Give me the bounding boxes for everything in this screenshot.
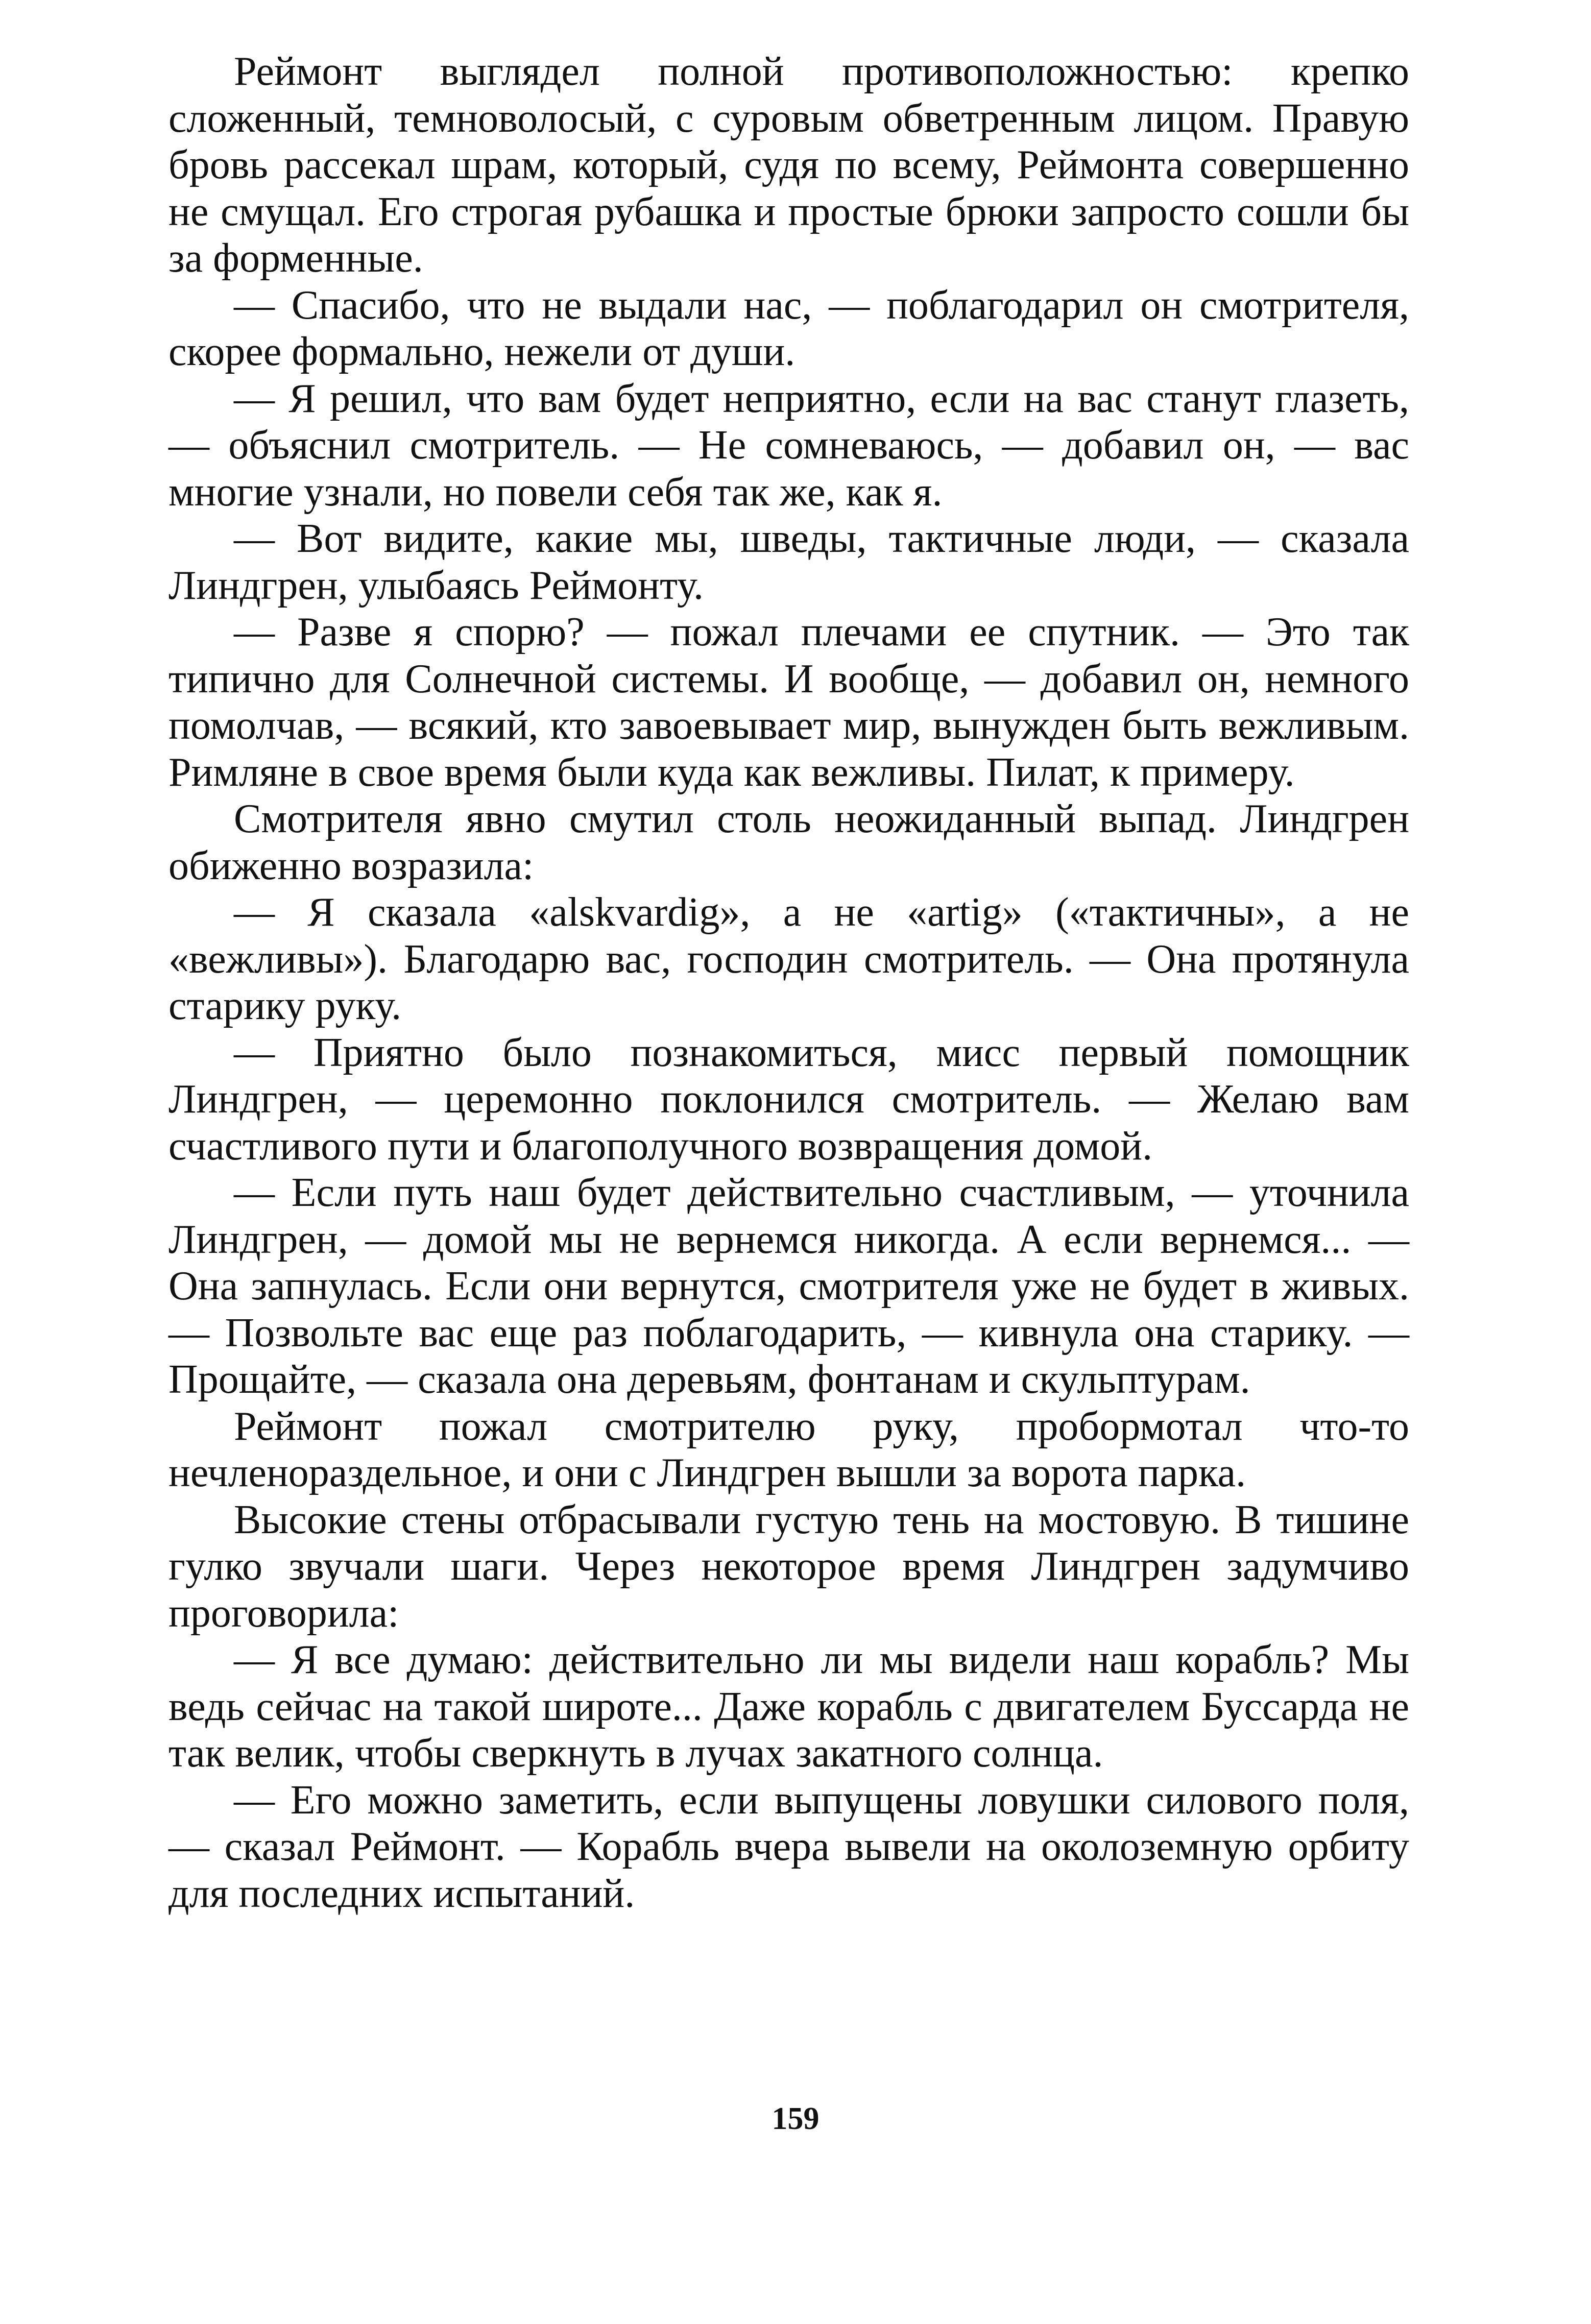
paragraph-2: — Спасибо, что не выдали нас, — поблагодарил он смотрителя, скорее формально, нежели от души. bbox=[168, 282, 1409, 374]
paragraph-9: — Если путь наш будет действительно счастливым, — уточнила Линдгрен, — домой мы не вернемся никогда. А если вернемся... — Она запнулась. Если они вернутся, смотрителя уже не будет в живых. — Позвольте вас еще раз поблагодарить, — кивнула она старику. — Прощайте, — сказала она деревьям, фонтанам и скульптурам. bbox=[168, 1170, 1409, 1402]
body-text bbox=[168, 49, 1409, 1917]
paragraph-1: Реймонт выглядел полной противоположностью: крепко сложенный, темноволосый, с суровым обветренным лицом. Правую бровь рассекал шрам, который, судя по всему, Реймонта совершенно не смущал. Его строгая рубашка и простые брюки запросто сошли бы за форменные. bbox=[168, 49, 1409, 281]
paragraph-6: Смотрителя явно смутил столь неожиданный выпад. Линдгрен обиженно возразила: bbox=[168, 796, 1409, 888]
paragraph-12: — Я все думаю: действительно ли мы видели наш корабль? Мы ведь сейчас на такой широте... Даже корабль с двигателем Буссарда не так велик, чтобы сверкнуть в лучах закатного солнца. bbox=[168, 1637, 1409, 1776]
paragraph-8: — Приятно было познакомиться, мисс первый помощник Линдгрен, — церемонно поклонился смотритель. — Желаю вам счастливого пути и благополучного возвращения домой. bbox=[168, 1030, 1409, 1169]
paragraph-4: — Вот видите, какие мы, шведы, тактичные люди, — сказала Линдгрен, улыбаясь Реймонту. bbox=[168, 516, 1409, 608]
paragraph-13: — Его можно заметить, если выпущены ловушки силового поля, — сказал Реймонт. — Корабль вчера вывели на околоземную орбиту для последних испытаний. bbox=[168, 1777, 1409, 1916]
paragraph-7: — Я сказала «alskvardig», а не «artig» («тактичны», а не «вежливы»). Благодарю вас, господин смотритель. — Она протянула старику руку. bbox=[168, 890, 1409, 1028]
page-number: 159 bbox=[772, 2101, 819, 2136]
paragraph-5: — Разве я спорю? — пожал плечами ее спутник. — Это так типично для Солнечной системы. И вообще, — добавил он, немного помолчав, — всякий, кто завоевывает мир, вынужден быть вежливым. Римляне в свое время были куда как вежливы. Пилат, к примеру. bbox=[168, 610, 1409, 795]
paragraph-3: — Я решил, что вам будет неприятно, если на вас станут глазеть, — объяснил смотритель. — Не сомневаюсь, — добавил он, — вас многие узнали, но повели себя так же, как я. bbox=[168, 376, 1409, 515]
paragraph-10: Реймонт пожал смотрителю руку, пробормотал что-то нечленораздельное, и они с Линдгрен вышли за ворота парка. bbox=[168, 1403, 1409, 1495]
paragraph-11: Высокие стены отбрасывали густую тень на мостовую. В тишине гулко звучали шаги. Через некоторое время Линдгрен задумчиво проговорила: bbox=[168, 1497, 1409, 1636]
